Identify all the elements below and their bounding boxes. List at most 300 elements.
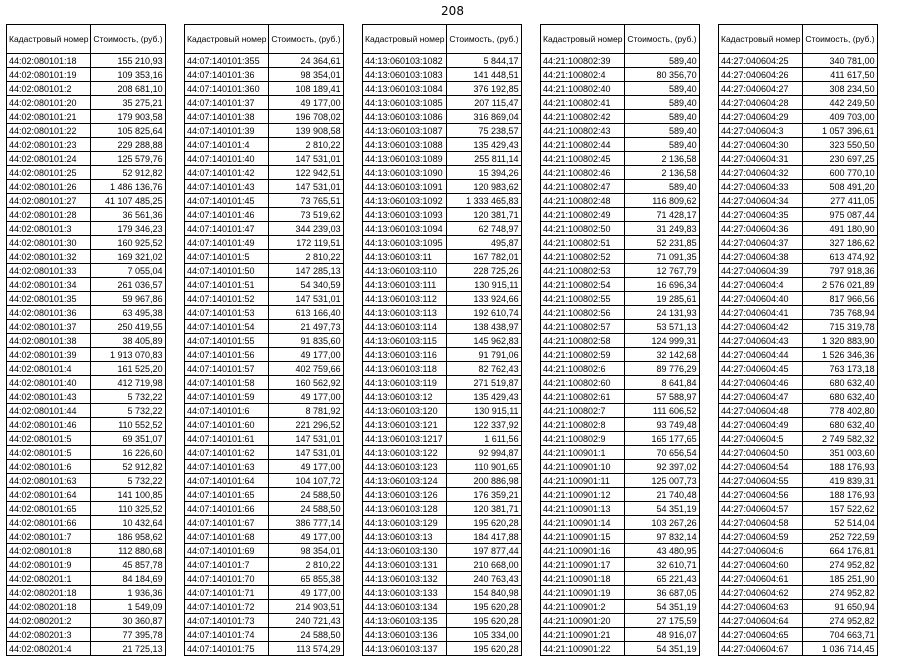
cadastral-number-cell: 44:02:080101:36 (7, 306, 91, 320)
cadastral-number-cell: 44:02:080101:44 (7, 404, 91, 418)
table-row (185, 54, 344, 68)
cost-cell: 91 650,94 (803, 600, 877, 614)
cost-cell: 589,40 (625, 54, 699, 68)
cost-cell: 308 234,50 (803, 82, 877, 96)
cost-cell: 120 381,71 (447, 502, 521, 516)
table-row (185, 68, 344, 82)
cadastral-number-cell: 44:02:080101:6 (7, 460, 91, 474)
table-row (719, 166, 878, 180)
table-row (363, 250, 522, 264)
table-row (719, 418, 878, 432)
cost-cell: 240 721,43 (269, 614, 343, 628)
cadastral-number-cell: 44:21:100901:17 (541, 558, 625, 572)
table-row (7, 530, 166, 544)
cadastral-number-cell: 44:21:100802:49 (541, 208, 625, 222)
cadastral-number-cell: 44:02:080101:9 (7, 558, 91, 572)
cost-cell: 147 285,13 (269, 264, 343, 278)
table-row (363, 54, 522, 68)
table-row (185, 82, 344, 96)
cost-cell: 195 620,28 (447, 600, 521, 614)
cost-cell: 715 319,78 (803, 320, 877, 334)
cadastral-number-cell: 44:07:140101:68 (185, 530, 269, 544)
cost-cell: 124 999,31 (625, 334, 699, 348)
cost-cell: 54 351,19 (625, 600, 699, 614)
cost-cell: 186 958,62 (91, 530, 165, 544)
cadastral-number-cell: 44:21:100901:1 (541, 446, 625, 460)
cost-cell: 155 210,93 (91, 54, 165, 68)
table-row (719, 572, 878, 586)
cadastral-number-cell: 44:02:080101:28 (7, 208, 91, 222)
cadastral-number-cell: 44:21:100802:8 (541, 418, 625, 432)
cadastral-number-cell: 44:07:140101:39 (185, 124, 269, 138)
cadastral-number-cell: 44:13:060103:132 (363, 572, 447, 586)
cost-cell: 797 918,36 (803, 264, 877, 278)
cost-cell: 24 588,50 (269, 488, 343, 502)
cost-cell: 73 765,51 (269, 194, 343, 208)
table-row (7, 614, 166, 628)
cost-cell: 154 840,98 (447, 586, 521, 600)
cost-cell: 386 777,14 (269, 516, 343, 530)
cost-cell: 32 142,68 (625, 348, 699, 362)
cadastral-number-cell: 44:21:100901:22 (541, 642, 625, 656)
cadastral-number-cell: 44:27:040604:64 (719, 614, 803, 628)
cadastral-number-cell: 44:13:060103:110 (363, 264, 447, 278)
cadastral-number-cell: 44:21:100901:2 (541, 600, 625, 614)
cadastral-number-cell: 44:13:060103:1083 (363, 68, 447, 82)
cost-cell: 77 395,78 (91, 628, 165, 642)
cadastral-number-cell: 44:02:080101:65 (7, 502, 91, 516)
table-row (185, 320, 344, 334)
cost-cell: 188 176,93 (803, 460, 877, 474)
cost-cell: 1 913 070,83 (91, 348, 165, 362)
table-row (541, 418, 700, 432)
cadastral-number-cell: 44:27:040604:38 (719, 250, 803, 264)
table-row (185, 292, 344, 306)
cadastral-number-cell: 44:13:060103:130 (363, 544, 447, 558)
cadastral-number-cell: 44:07:140101:49 (185, 236, 269, 250)
table-row (185, 306, 344, 320)
cost-cell: 412 719,98 (91, 376, 165, 390)
table-row (541, 628, 700, 642)
cost-cell: 1 320 883,90 (803, 334, 877, 348)
table-row (719, 96, 878, 110)
cadastral-number-cell: 44:27:040604:61 (719, 572, 803, 586)
table-row (185, 96, 344, 110)
cost-cell: 195 620,28 (447, 642, 521, 656)
cadastral-number-cell: 44:21:100901:16 (541, 544, 625, 558)
table-row (719, 614, 878, 628)
cadastral-number-cell: 44:07:140101:51 (185, 278, 269, 292)
table-row (719, 516, 878, 530)
cost-cell: 411 617,50 (803, 68, 877, 82)
cadastral-number-cell: 44:07:140101:60 (185, 418, 269, 432)
cost-cell: 122 942,51 (269, 166, 343, 180)
cost-cell: 600 770,10 (803, 166, 877, 180)
cadastral-number-cell: 44:07:140101:54 (185, 320, 269, 334)
table-row (719, 348, 878, 362)
cost-cell: 613 474,92 (803, 250, 877, 264)
cost-cell: 160 562,92 (269, 376, 343, 390)
cadastral-number-cell: 44:02:080201:18 (7, 600, 91, 614)
cadastral-number-cell: 44:13:060103:134 (363, 600, 447, 614)
cadastral-number-cell: 44:07:140101:66 (185, 502, 269, 516)
table-row (719, 236, 878, 250)
cadastral-number-cell: 44:13:060103:1094 (363, 222, 447, 236)
cost-cell: 161 525,20 (91, 362, 165, 376)
cadastral-number-cell: 44:13:060103:113 (363, 306, 447, 320)
cost-cell: 104 107,72 (269, 474, 343, 488)
cost-cell: 5 732,22 (91, 390, 165, 404)
cadastral-number-cell: 44:02:080101:24 (7, 152, 91, 166)
cadastral-number-cell: 44:13:060103:1090 (363, 166, 447, 180)
table-row (363, 306, 522, 320)
cadastral-number-cell: 44:27:040604:55 (719, 474, 803, 488)
table-row (363, 516, 522, 530)
cost-cell: 589,40 (625, 138, 699, 152)
cadastral-number-cell: 44:02:080101:19 (7, 68, 91, 82)
table-row (7, 628, 166, 642)
table-row (185, 194, 344, 208)
cadastral-number-cell: 44:07:140101:67 (185, 516, 269, 530)
cadastral-number-cell: 44:13:060103:1095 (363, 236, 447, 250)
cost-cell: 21 497,73 (269, 320, 343, 334)
cost-cell: 35 275,21 (91, 96, 165, 110)
table-row (185, 278, 344, 292)
table-row (363, 642, 522, 656)
cadastral-number-cell: 44:13:060103:1089 (363, 152, 447, 166)
table-row (541, 544, 700, 558)
table-row (541, 334, 700, 348)
cost-cell: 12 767,79 (625, 264, 699, 278)
table-row (7, 306, 166, 320)
table-row (719, 446, 878, 460)
cadastral-number-cell: 44:13:060103:1091 (363, 180, 447, 194)
table-row (541, 572, 700, 586)
cost-cell: 52 514,04 (803, 516, 877, 530)
cadastral-number-cell: 44:27:040604:63 (719, 600, 803, 614)
cost-cell: 92 397,02 (625, 460, 699, 474)
cost-cell: 210 668,00 (447, 558, 521, 572)
cadastral-number-cell: 44:13:060103:1093 (363, 208, 447, 222)
cadastral-number-cell: 44:13:060103:115 (363, 334, 447, 348)
cost-cell: 54 351,19 (625, 502, 699, 516)
cadastral-number-cell: 44:27:040604:56 (719, 488, 803, 502)
cost-cell: 65 855,38 (269, 572, 343, 586)
table-row (185, 110, 344, 124)
cadastral-number-cell: 44:02:080101:20 (7, 96, 91, 110)
table-row (363, 502, 522, 516)
table-row (7, 334, 166, 348)
cost-cell: 344 239,03 (269, 222, 343, 236)
cadastral-number-cell: 44:21:100802:61 (541, 390, 625, 404)
cost-cell: 120 983,62 (447, 180, 521, 194)
cadastral-number-header: Кадастровый номер (185, 25, 269, 54)
table-row (541, 292, 700, 306)
cadastral-number-cell: 44:07:140101:62 (185, 446, 269, 460)
table-row (719, 306, 878, 320)
table-row (541, 166, 700, 180)
cadastral-number-cell: 44:27:040604:27 (719, 82, 803, 96)
table-row (7, 432, 166, 446)
cost-cell: 589,40 (625, 124, 699, 138)
table-row (7, 516, 166, 530)
cost-cell: 36 561,36 (91, 208, 165, 222)
table-row (185, 348, 344, 362)
cadastral-table (184, 24, 344, 656)
cadastral-number-cell: 44:13:060103:137 (363, 642, 447, 656)
cadastral-number-cell: 44:02:080101:30 (7, 236, 91, 250)
table-row (541, 348, 700, 362)
cadastral-number-cell: 44:27:040604:3 (719, 124, 803, 138)
cost-cell: 1 549,09 (91, 600, 165, 614)
cost-cell: 2 576 021,89 (803, 278, 877, 292)
cost-cell: 135 429,43 (447, 390, 521, 404)
cadastral-number-cell: 44:07:140101:58 (185, 376, 269, 390)
table-row (541, 82, 700, 96)
cadastral-number-cell: 44:02:080101:27 (7, 194, 91, 208)
table-row (7, 460, 166, 474)
table-row (363, 390, 522, 404)
cadastral-number-cell: 44:27:040604:48 (719, 404, 803, 418)
cost-cell: 409 703,00 (803, 110, 877, 124)
table-row (7, 600, 166, 614)
cadastral-number-cell: 44:13:060103:136 (363, 628, 447, 642)
cost-cell: 230 697,25 (803, 152, 877, 166)
cadastral-number-cell: 44:07:140101:7 (185, 558, 269, 572)
cost-cell: 91 835,60 (269, 334, 343, 348)
cost-cell: 2 136,58 (625, 152, 699, 166)
table-row (185, 544, 344, 558)
table-row (719, 110, 878, 124)
cost-cell: 680 632,40 (803, 390, 877, 404)
table-row (185, 586, 344, 600)
table-row (185, 530, 344, 544)
table-row (185, 558, 344, 572)
table-row (719, 334, 878, 348)
table-row (541, 250, 700, 264)
cost-cell: 130 915,11 (447, 278, 521, 292)
table-row (185, 404, 344, 418)
cadastral-number-cell: 44:21:100901:19 (541, 586, 625, 600)
cost-cell: 419 839,31 (803, 474, 877, 488)
cost-cell: 75 238,57 (447, 124, 521, 138)
cost-header: Стоимость, (руб.) (269, 25, 343, 54)
table-row (7, 222, 166, 236)
cadastral-number-cell: 44:07:140101:43 (185, 180, 269, 194)
cost-cell: 2 810,22 (269, 558, 343, 572)
cost-cell: 110 325,52 (91, 502, 165, 516)
cost-cell: 7 055,04 (91, 264, 165, 278)
cadastral-number-header: Кадастровый номер (719, 25, 803, 54)
cost-cell: 52 912,82 (91, 460, 165, 474)
cost-cell: 1 333 465,83 (447, 194, 521, 208)
cadastral-number-cell: 44:02:080101:37 (7, 320, 91, 334)
page-number: 208 (441, 4, 464, 18)
cadastral-number-cell: 44:21:100802:40 (541, 82, 625, 96)
cost-cell: 27 175,59 (625, 614, 699, 628)
cost-cell: 111 606,52 (625, 404, 699, 418)
cost-cell: 133 924,66 (447, 292, 521, 306)
cadastral-number-cell: 44:27:040604:40 (719, 292, 803, 306)
cadastral-number-cell: 44:13:060103:1082 (363, 54, 447, 68)
table-row (185, 152, 344, 166)
table-header-row (7, 25, 166, 54)
cadastral-number-cell: 44:21:100901:11 (541, 474, 625, 488)
cadastral-number-cell: 44:27:040604:29 (719, 110, 803, 124)
table-row (185, 614, 344, 628)
cadastral-number-cell: 44:02:080101:23 (7, 138, 91, 152)
table-row (7, 572, 166, 586)
cost-cell: 135 429,43 (447, 138, 521, 152)
cadastral-number-cell: 44:13:060103:116 (363, 348, 447, 362)
cost-cell: 71 091,35 (625, 250, 699, 264)
table-row (363, 208, 522, 222)
cadastral-number-cell: 44:21:100802:60 (541, 376, 625, 390)
cost-cell: 105 334,00 (447, 628, 521, 642)
cadastral-number-cell: 44:02:080201:2 (7, 614, 91, 628)
table-row (719, 530, 878, 544)
cadastral-number-cell: 44:27:040604:26 (719, 68, 803, 82)
cadastral-number-cell: 44:07:140101:74 (185, 628, 269, 642)
table-row (541, 96, 700, 110)
cadastral-number-cell: 44:21:100901:13 (541, 502, 625, 516)
table-row (719, 460, 878, 474)
cost-cell: 2 810,22 (269, 138, 343, 152)
cost-cell: 122 337,92 (447, 418, 521, 432)
cadastral-number-cell: 44:13:060103:123 (363, 460, 447, 474)
table-row (185, 222, 344, 236)
table-row (719, 320, 878, 334)
cost-cell: 172 119,51 (269, 236, 343, 250)
cadastral-number-cell: 44:27:040604:60 (719, 558, 803, 572)
cost-cell: 24 131,93 (625, 306, 699, 320)
cadastral-number-cell: 44:07:140101:45 (185, 194, 269, 208)
cadastral-number-cell: 44:27:040604:33 (719, 180, 803, 194)
cadastral-number-cell: 44:27:040604:50 (719, 446, 803, 460)
cost-cell: 8 641,84 (625, 376, 699, 390)
cost-header: Стоимость, (руб.) (447, 25, 521, 54)
cost-cell: 70 656,54 (625, 446, 699, 460)
cost-cell: 252 722,59 (803, 530, 877, 544)
cost-cell: 147 531,01 (269, 292, 343, 306)
cost-cell: 255 811,14 (447, 152, 521, 166)
table-row (719, 600, 878, 614)
table-row (719, 54, 878, 68)
cadastral-number-cell: 44:13:060103:129 (363, 516, 447, 530)
cadastral-number-cell: 44:07:140101:56 (185, 348, 269, 362)
cadastral-number-cell: 44:07:140101:64 (185, 474, 269, 488)
cadastral-number-cell: 44:07:140101:53 (185, 306, 269, 320)
cost-cell: 125 007,73 (625, 474, 699, 488)
cost-header: Стоимость, (руб.) (803, 25, 877, 54)
cadastral-number-cell: 44:13:060103:119 (363, 376, 447, 390)
cost-cell: 195 620,28 (447, 614, 521, 628)
cost-cell: 169 321,02 (91, 250, 165, 264)
cadastral-number-cell: 44:07:140101:52 (185, 292, 269, 306)
cadastral-number-cell: 44:21:100802:4 (541, 68, 625, 82)
cost-cell: 208 681,10 (91, 82, 165, 96)
table-row (7, 180, 166, 194)
cadastral-number-cell: 44:21:100802:7 (541, 404, 625, 418)
table-row (363, 418, 522, 432)
cost-cell: 491 180,90 (803, 222, 877, 236)
table-header-row (719, 25, 878, 54)
cost-cell: 48 916,07 (625, 628, 699, 642)
cost-cell: 73 519,62 (269, 208, 343, 222)
table-row (363, 446, 522, 460)
table-row (541, 222, 700, 236)
cadastral-number-cell: 44:13:060103:1084 (363, 82, 447, 96)
cadastral-number-cell: 44:21:100802:54 (541, 278, 625, 292)
cadastral-number-header: Кадастровый номер (363, 25, 447, 54)
cost-cell: 589,40 (625, 82, 699, 96)
table-row (185, 362, 344, 376)
table-row (363, 194, 522, 208)
table-row (185, 180, 344, 194)
table-row (185, 138, 344, 152)
table-row (541, 614, 700, 628)
cost-cell: 327 186,62 (803, 236, 877, 250)
table-row (541, 600, 700, 614)
cadastral-number-cell: 44:27:040604:57 (719, 502, 803, 516)
cadastral-number-cell: 44:27:040604:34 (719, 194, 803, 208)
table-row (719, 250, 878, 264)
cadastral-number-cell: 44:27:040604:32 (719, 166, 803, 180)
table-row (363, 600, 522, 614)
table-row (541, 404, 700, 418)
table-row (7, 558, 166, 572)
table-row (7, 96, 166, 110)
table-row (7, 474, 166, 488)
cost-cell: 274 952,82 (803, 586, 877, 600)
cost-cell: 5 732,22 (91, 404, 165, 418)
cadastral-number-cell: 44:13:060103:1217 (363, 432, 447, 446)
table-row (541, 264, 700, 278)
table-row (7, 586, 166, 600)
table-row (541, 306, 700, 320)
table-row (541, 362, 700, 376)
cost-cell: 176 359,21 (447, 488, 521, 502)
table-row (185, 418, 344, 432)
cadastral-number-header: Кадастровый номер (7, 25, 91, 54)
table-header-row (363, 25, 522, 54)
table-row (7, 166, 166, 180)
cadastral-number-cell: 44:21:100802:41 (541, 96, 625, 110)
cadastral-number-cell: 44:07:140101:59 (185, 390, 269, 404)
cadastral-number-cell: 44:27:040604:39 (719, 264, 803, 278)
table-row (363, 572, 522, 586)
cadastral-number-cell: 44:21:100802:47 (541, 180, 625, 194)
cost-cell: 63 495,38 (91, 306, 165, 320)
cadastral-number-cell: 44:02:080201:1 (7, 572, 91, 586)
cost-cell: 167 782,01 (447, 250, 521, 264)
cost-cell: 340 781,00 (803, 54, 877, 68)
cost-header: Стоимость, (руб.) (625, 25, 699, 54)
table-row (363, 544, 522, 558)
cost-cell: 229 288,88 (91, 138, 165, 152)
cost-cell: 778 402,80 (803, 404, 877, 418)
cost-cell: 613 166,40 (269, 306, 343, 320)
cost-cell: 221 296,52 (269, 418, 343, 432)
cost-cell: 49 177,00 (269, 348, 343, 362)
cadastral-number-cell: 44:02:080201:3 (7, 628, 91, 642)
table-row (185, 390, 344, 404)
cost-cell: 2 749 582,32 (803, 432, 877, 446)
table-row (363, 264, 522, 278)
cadastral-number-cell: 44:27:040604:47 (719, 390, 803, 404)
cadastral-number-cell: 44:07:140101:355 (185, 54, 269, 68)
cadastral-number-cell: 44:07:140101:360 (185, 82, 269, 96)
